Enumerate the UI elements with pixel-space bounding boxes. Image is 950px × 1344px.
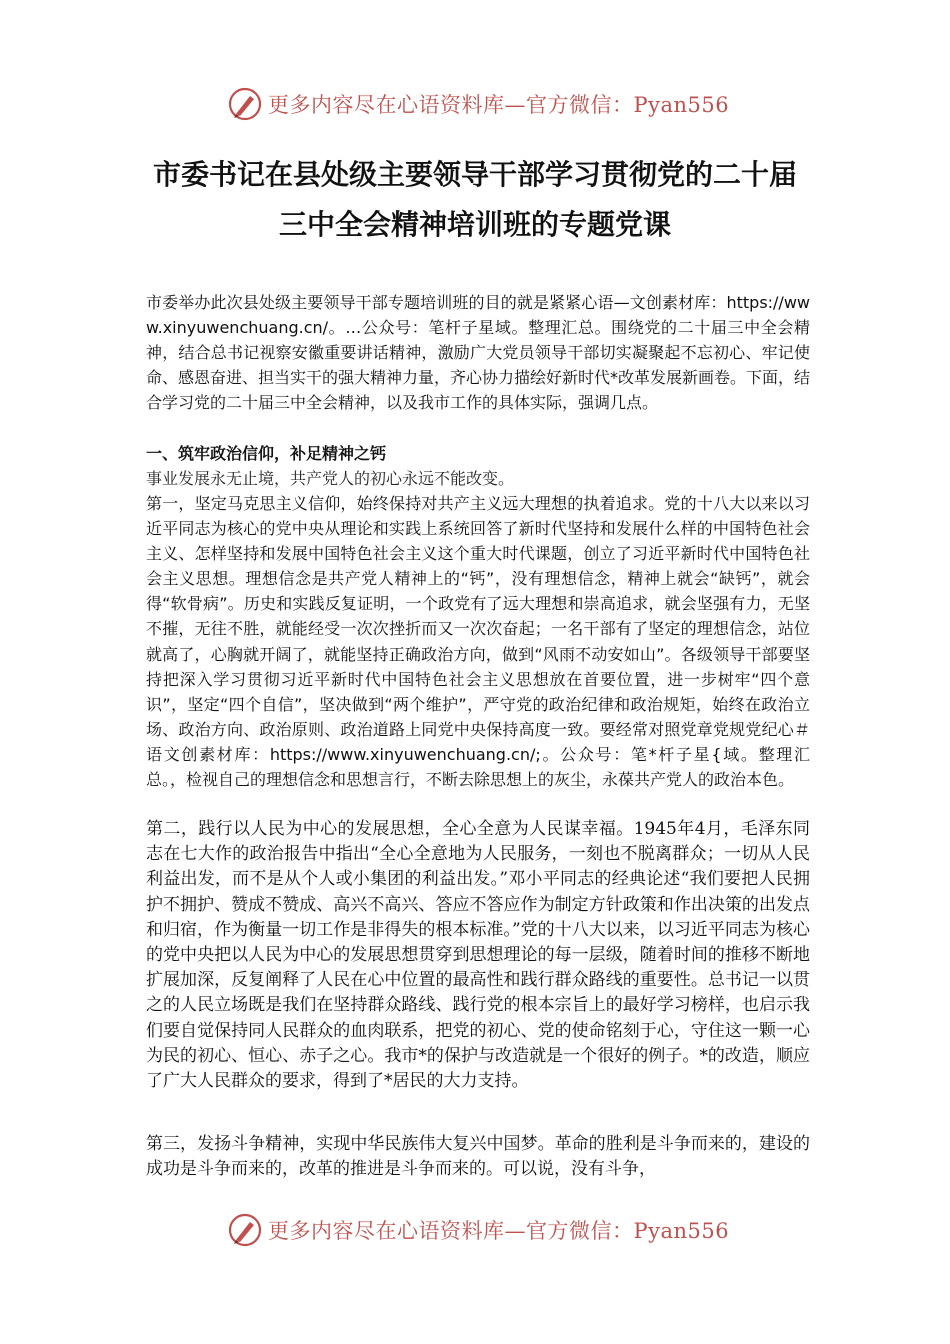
pen-logo-icon <box>228 1213 262 1247</box>
paragraph-2: 第二，践行以人民为中心的发展思想，全心全意为人民谋幸福。1945年4月，毛泽东同志在七大作的政治报告中指出“全心全意地为人民服务，一刻也不脱离群众；一切从人民利益出发，而不是从个人或小集团的利益出发。”邓小平同志的经典论述“我们要把人民拥护不拥护、赞成不赞成、高兴不高兴、答应不答应作为制定方针政策和作出决策的出发点和归宿，作为衡量一切工作是非得失的根本标准。”党的十八大以来，以习近平同志为核心的党中央把以人民为中心的发展思想贯穿到思想理论的每一层级，随着时间的推移不断地扩展加深，反复阐释了人民在心中位置的最高性和践行群众路线的重要性。总书记一以贯之的人民立场既是我们在坚持群众路线、践行党的根本宗旨上的最好学习榜样，也启示我们要自觉保持同人民群众的血肉联系，把党的初心、党的使命铭刻于心，守住这一颗一心为民的初心、恒心、赤子之心。我市*的保护与改造就是一个很好的例子。*的改造，顺应了广大人民群众的要求，得到了*居民的大力支持。 <box>146 819 810 1092</box>
section-heading: 一、筑牢政治信仰，补足精神之钙 <box>146 444 387 463</box>
banner-text: 更多内容尽在心语资料库—官方微信：Pyan556 <box>268 93 730 117</box>
footer-banner-text: 更多内容尽在心语资料库—官方微信：Pyan556 <box>268 1219 730 1243</box>
pen-logo-icon <box>228 87 262 121</box>
section-subtitle: 事业发展永无止境，共产党人的初心永远不能改变。 <box>146 469 515 488</box>
paragraph-1: 第一，坚定马克思主义信仰，始终保持对共产主义远大理想的执着追求。党的十八大以来以习近平同志为核心的党中央从理论和实践上系统回答了新时代坚持和发展什么样的中国特色社会主义、怎样坚持和发展中国特色社会主义这个重大时代课题，创立了习近平新时代中国特色社会主义思想。理想信念是共产党人精神上的“钙”，没有理想信念，精神上就会“缺钙”，就会得“软骨病”。历史和实践反复证明，一个政党有了远大理想和崇高追求，就会坚强有力，无坚不摧，无往不胜，就能经受一次次挫折而又一次次奋起；一名干部有了坚定的理想信念，站位就高了，心胸就开阔了，就能坚持正确政治方向，做到“风雨不动安如山”。各级领导干部要坚持把深入学习贯彻习近平新时代中国特色社会主义思想放在首要位置，进一步树牢“四个意识”，坚定“四个自信”，坚决做到“两个维护”，严守党的政治纪律和政治规矩，始终在政治立场、政治方向、政治原则、政治道路上同党中央保持高度一致。要经常对照党章党规党纪心＃语文创素材库：https://www.xinyuwenchuang.cn/;。公众号：笔*杆子星{域。整理汇总。，检视自己的理想信念和思想言行，不断去除思想上的灰尘，永葆共产党人的政治本色。 <box>146 494 810 790</box>
paragraph-3: 第三，发扬斗争精神，实现中华民族伟大复兴中国梦。革命的胜利是斗争而来的，建设的成功是斗争而来的，改革的推进是斗争而来的。可以说，没有斗争， <box>146 1134 810 1180</box>
header-banner <box>228 84 729 124</box>
page-title <box>100 150 850 250</box>
document-body <box>146 290 810 1192</box>
intro-paragraph: 市委举办此次县处级主要领导干部专题培训班的目的就是紧紧心语—文创素材库：https://www.xinyuwenchuang.cn/。…公众号：笔杆子星域。整理汇总。围绕党的二十届三中全会精神，结合总书记视察安徽重要讲话精神，激励广大党员领导干部切实凝聚起不忘初心、牢记使命、感恩奋进、担当实干的强大精神力量，齐心协力描绘好新时代*改革发展新画卷。下面，结合学习党的二十届三中全会精神，以及我市工作的具体实际，强调几点。 <box>146 293 810 413</box>
footer-banner <box>228 1210 729 1250</box>
title-line-2: 三中全会精神培训班的专题党课 <box>278 208 671 241</box>
title-line-1: 市委书记在县处级主要领导干部学习贯彻党的二十届 <box>152 158 797 191</box>
